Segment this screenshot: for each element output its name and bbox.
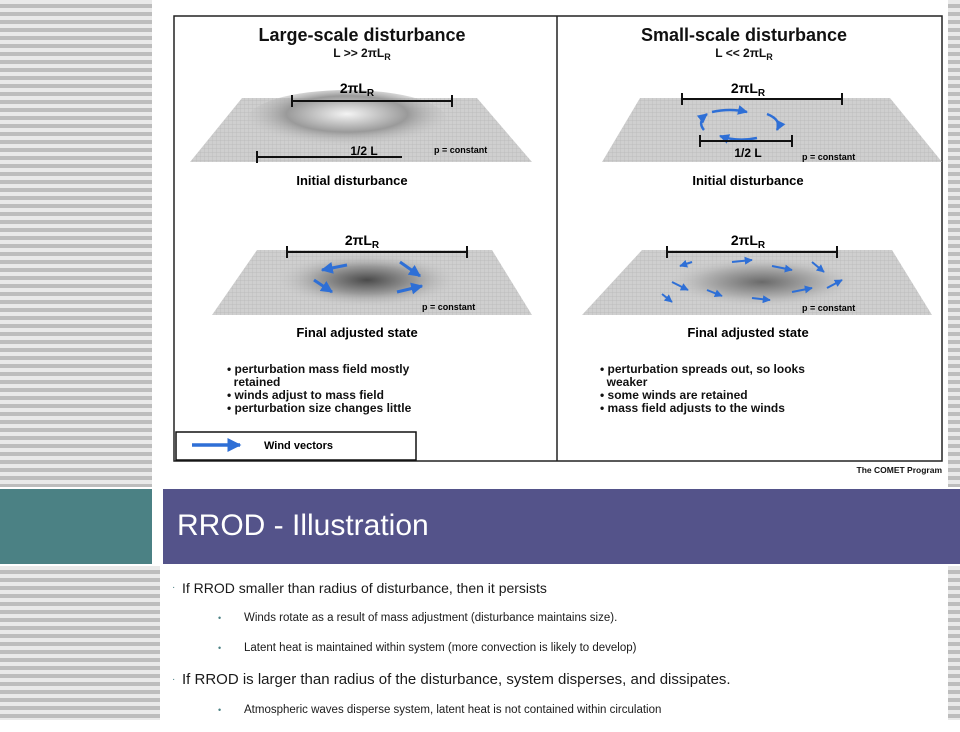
right-note-3: • some winds are retained <box>600 388 748 402</box>
slide-title: RROD - Illustration <box>177 509 429 542</box>
sub-bullet-dot-icon: • <box>218 643 222 653</box>
right-condition: L << 2πL <box>715 46 767 60</box>
left-bottom-p-constant: p = constant <box>422 302 476 312</box>
sub-bullet-dot-icon: • <box>218 613 222 623</box>
svg-text:L << 2πLR <box>715 46 773 62</box>
sub-bullet-dot-icon: • <box>218 705 222 715</box>
left-condition: L >> 2πL <box>333 46 385 60</box>
accent-block <box>0 489 152 564</box>
left-half-l-label: 1/2 L <box>350 144 378 158</box>
right-initial-surface <box>602 98 942 162</box>
bullet-list <box>172 578 948 732</box>
svg-text:L >> 2πLR <box>333 46 391 62</box>
right-bottom-rossby-label: 2πL <box>730 232 758 248</box>
left-note-4: • perturbation size changes little <box>227 401 412 415</box>
right-half-l-label: 1/2 L <box>734 146 762 160</box>
right-panel-title: Small-scale disturbance <box>640 25 848 45</box>
sub-bullet-item <box>172 640 948 656</box>
comet-figure <box>152 0 948 487</box>
left-initial-bowl <box>247 90 447 150</box>
bullet-text: If RROD is larger than radius of the disturbance, system disperses, and dissipates. <box>182 671 731 688</box>
right-stripe-panel <box>948 0 960 487</box>
right-condition-sub: R <box>766 52 773 62</box>
bullet-item <box>172 578 948 598</box>
bullet-text: If RROD smaller than radius of disturbance, then it persists <box>182 580 547 596</box>
left-stripe-panel <box>0 0 152 487</box>
left-initial-label: Initial disturbance <box>296 173 408 188</box>
left-top-rossby-sub: R <box>366 88 375 99</box>
left-bottom-rossby-label: 2πL <box>344 232 372 248</box>
right-top-rossby-sub: R <box>757 88 766 99</box>
legend-label: Wind vectors <box>264 440 333 452</box>
left-panel-title: Large-scale disturbance <box>258 25 466 45</box>
right-top-rossby-label: 2πL <box>730 80 758 96</box>
left-bottom-rossby-sub: R <box>371 240 380 251</box>
sub-bullet-text: Winds rotate as a result of mass adjustment (disturbance maintains size). <box>244 612 618 624</box>
right-initial-label: Initial disturbance <box>692 173 804 188</box>
left-final-label: Final adjusted state <box>296 325 418 340</box>
left-top-p-constant: p = constant <box>434 145 488 155</box>
left-note-3: • winds adjust to mass field <box>227 388 384 402</box>
bullet-dot-icon: · <box>172 582 176 593</box>
credit-label: The COMET Program <box>856 465 942 475</box>
left-note-2: retained <box>227 375 281 389</box>
right-top-p-constant: p = constant <box>802 152 856 162</box>
right-stripe-panel-bottom <box>948 566 960 720</box>
right-bottom-rossby-sub: R <box>757 240 766 251</box>
left-stripe-panel-bottom <box>0 566 160 720</box>
sub-bullet-item <box>172 610 948 626</box>
bullet-dot-icon: · <box>172 674 176 685</box>
sub-bullet-text: Latent heat is maintained within system (more convection is likely to develop) <box>244 642 637 654</box>
right-note-1: • perturbation spreads out, so looks <box>600 362 805 376</box>
left-condition-sub: R <box>384 52 391 62</box>
right-bottom-p-constant: p = constant <box>802 303 856 313</box>
bullet-item <box>172 670 948 690</box>
right-note-2: weaker <box>600 375 648 389</box>
left-top-rossby-label: 2πL <box>339 80 367 96</box>
sub-bullet-text: Atmospheric waves disperse system, latent heat is not contained within circulation <box>244 704 662 716</box>
left-note-1: • perturbation mass field mostly <box>227 362 410 376</box>
sub-bullet-item <box>172 702 948 718</box>
right-note-4: • mass field adjusts to the winds <box>600 401 785 415</box>
left-final-bowl <box>272 252 462 308</box>
right-final-bowl <box>662 256 862 308</box>
right-final-label: Final adjusted state <box>687 325 809 340</box>
